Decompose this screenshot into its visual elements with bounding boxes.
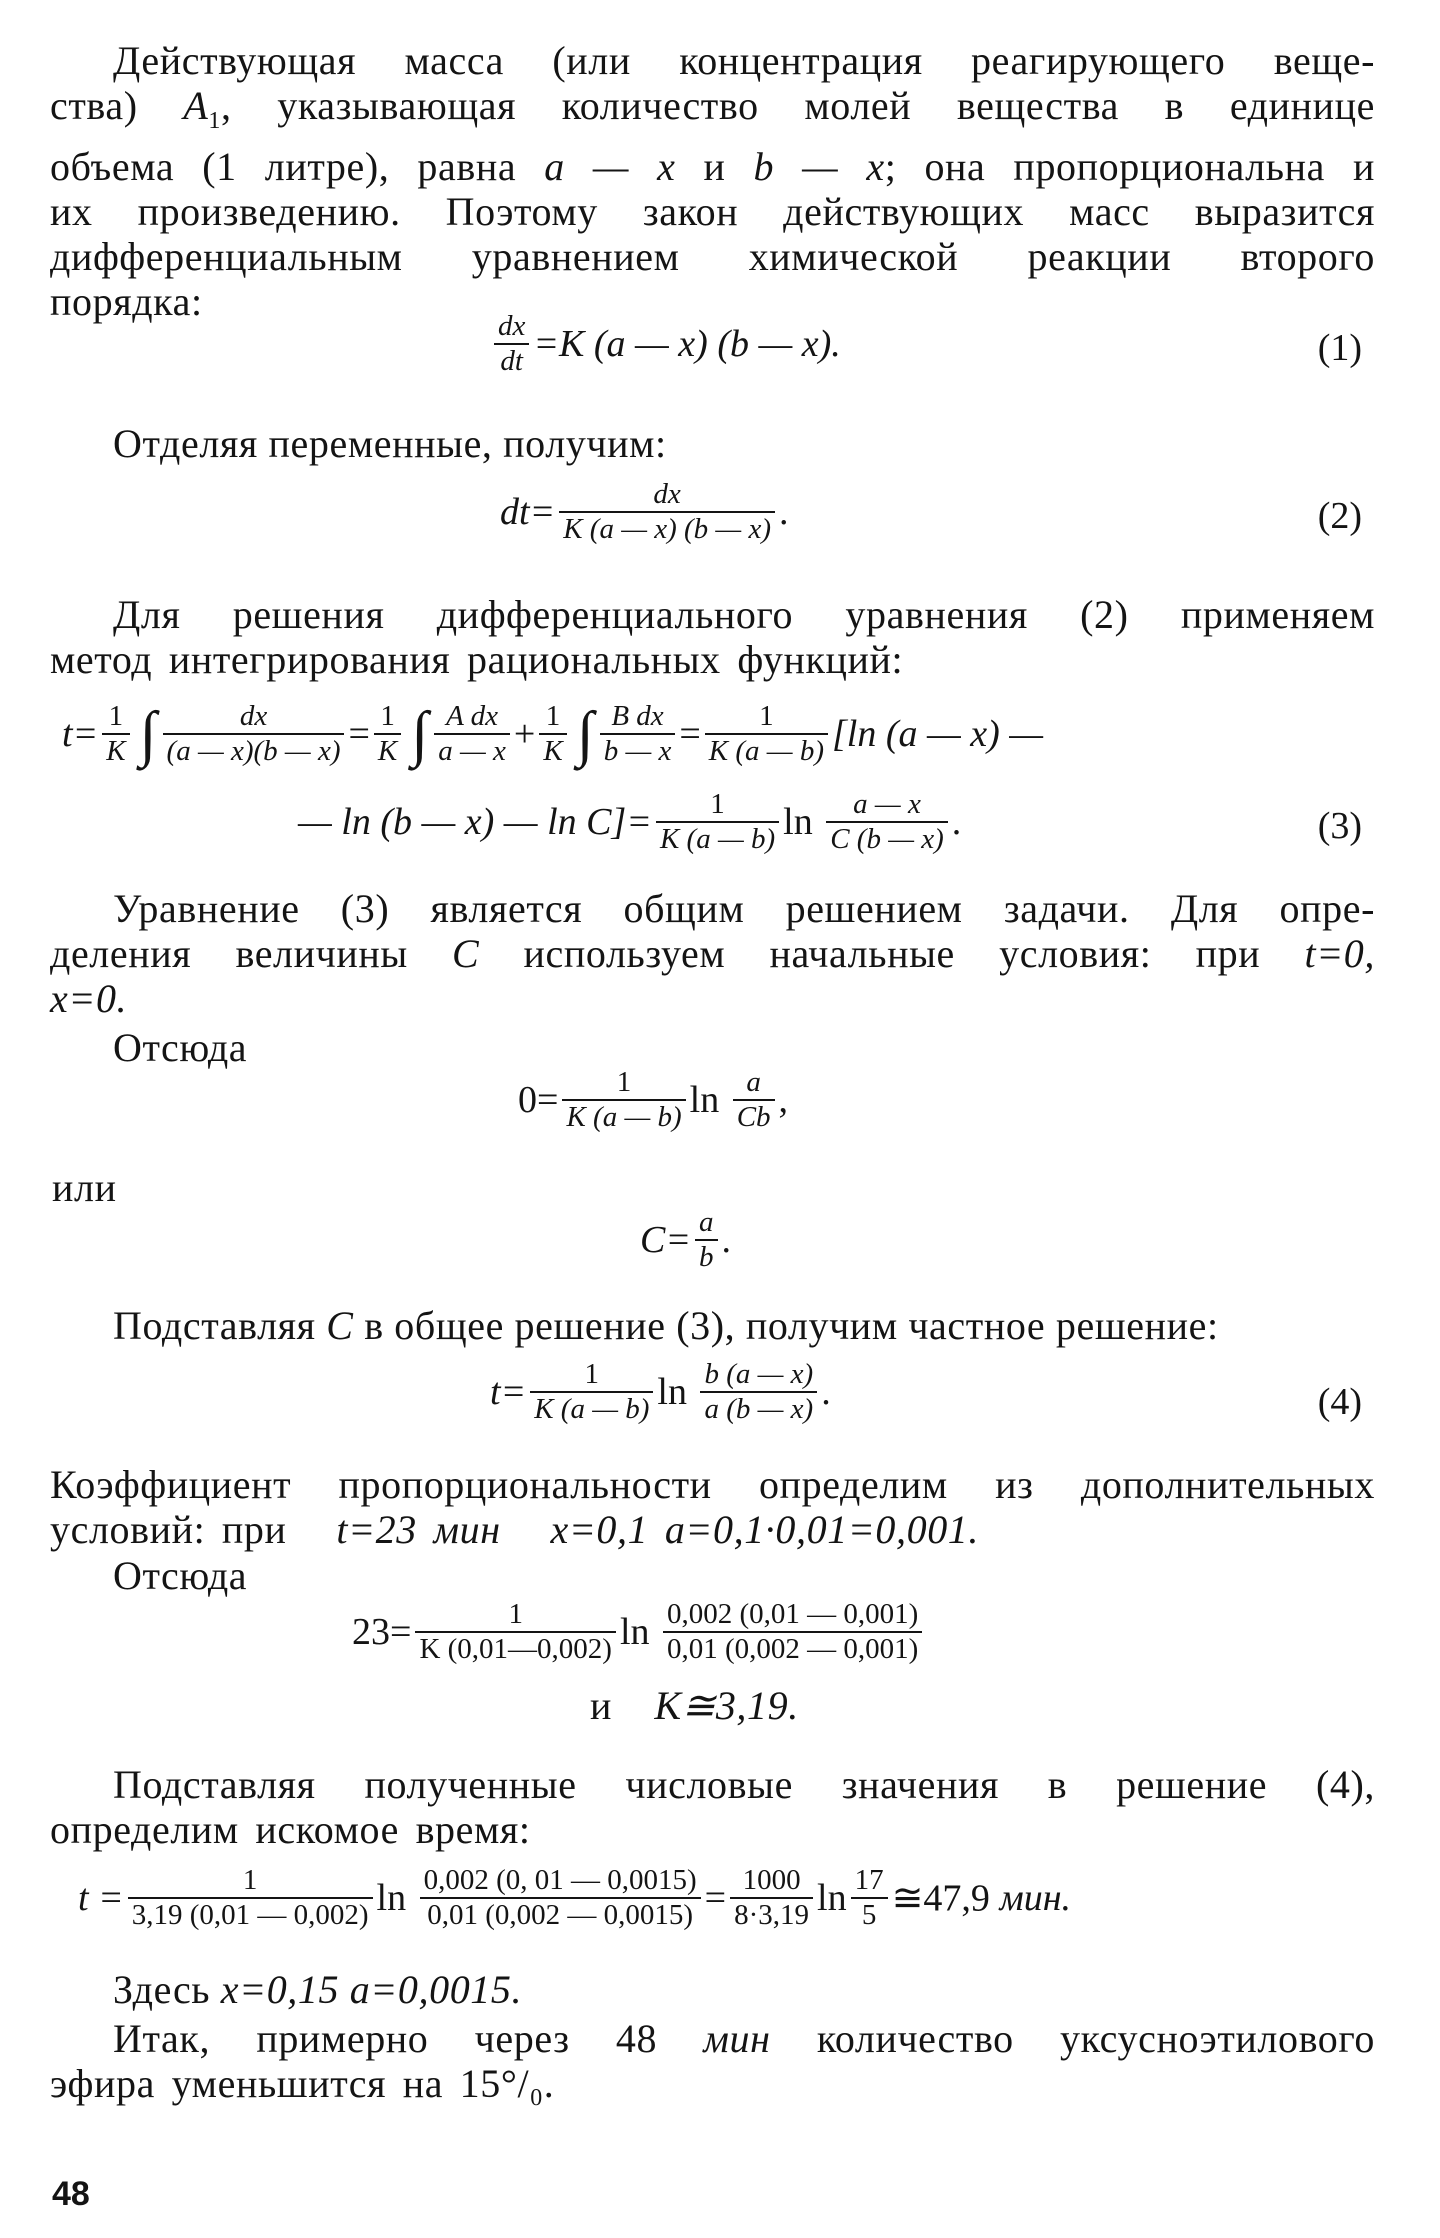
equation-4: t= $\frac{1}{K (a — b)}$ ln $\frac{b (a — x)}{a (b — x)}$ .	[490, 1358, 831, 1425]
text-line: Подставляя полученные числовые значения в решение (4),	[113, 1762, 1375, 1807]
text-line: условий: при t=23 мин x=0,1 a=0,1·0,01=0,001.	[50, 1507, 979, 1552]
text-substituting-c: Подставляя C в общее решение (3), получим частное решение:	[113, 1303, 1219, 1348]
text-here-values: Здесь x=0,15 a=0,0015.	[113, 1967, 523, 2012]
fraction: $\frac{dx}{(a — x)(b — x)}$	[163, 700, 345, 768]
equation-number-2: (2)	[1317, 495, 1362, 537]
text-line: Для решения дифференциального уравнения (2) применяем	[113, 592, 1375, 637]
fraction: $\frac{1}{K (a — b)}$	[562, 1066, 685, 1134]
text-line: ства) $A_1$, указывающая количество молей вещества в единице	[50, 83, 1375, 134]
equation-number-1: (1)	[1317, 327, 1362, 369]
fraction: $\frac{1}{3,19 (0,01 — 0,002)}$	[128, 1864, 373, 1932]
equation-1: $\frac{dx}{dt}$ =K (a — x) (b — x).	[490, 310, 841, 378]
fraction: $\frac{1}{K (0,01—0,002)}$	[415, 1598, 616, 1666]
equation-number-4: (4)	[1317, 1381, 1362, 1423]
text-line: определим искомое время:	[50, 1807, 531, 1852]
equation-k-numeric: 23= $\frac{1}{K (0,01—0,002)}$ ln $\frac{0,002 (0,01 — 0,001)}{0,01 (0,002 — 0,001)}$	[352, 1598, 926, 1666]
equation-c-value: C= $\frac{a}{b}$ .	[640, 1206, 731, 1273]
fraction: $\frac{b (a — x)}{a (b — x)}$	[700, 1358, 817, 1426]
fraction: $\frac{1}{K (a — b)}$	[705, 700, 828, 768]
paragraph-conclusion	[50, 2016, 1375, 2106]
text-line: Уравнение (3) является общим решением задачи. Для опре-	[113, 886, 1375, 931]
integral-sign: ∫	[139, 700, 157, 768]
fraction: $\frac{dx}{dt}$	[494, 310, 529, 378]
text-line: объема (1 литре), равна a — x и b — x; она пропорциональна и	[50, 144, 1375, 189]
fraction: $\frac{\text{B dx}}{b — x}$	[600, 700, 676, 768]
fraction: $\frac{0,002 (0,01 — 0,001)}{0,01 (0,002 — 0,001)}$	[663, 1598, 922, 1666]
paragraph-coefficient	[50, 1462, 1375, 1552]
fraction: $\frac{a — x}{C (b — x)}$	[826, 788, 948, 856]
equation-number-3: (3)	[1317, 805, 1362, 847]
integral-sign: ∫	[576, 700, 594, 768]
text-line: Действующая масса (или концентрация реагирующего веще-	[113, 38, 1375, 83]
paragraph-substitute-values	[50, 1762, 1375, 1852]
text-or: или	[52, 1165, 117, 1210]
paragraph-general-solution	[50, 886, 1375, 1021]
equation-time-result: t = $\frac{1}{3,19 (0,01 — 0,002)}$ ln $\frac{0,002 (0, 01 — 0,0015)}{0,01 (0,002 — 0,0015)}$ = $\frac{1000}{8\cdot 3,19}$ ln $\frac{17}{5}$ ≅47,9 мин.	[78, 1864, 1072, 1931]
text-separate-variables: Отделяя переменные, получим:	[113, 421, 667, 466]
text-line: порядка:	[50, 279, 203, 324]
integral-sign: ∫	[411, 700, 429, 768]
page-number: 48	[52, 2175, 90, 2213]
text-line: дифференциальным уравнением химической реакции второго	[50, 234, 1375, 279]
text-hence: Отсюда	[113, 1553, 248, 1598]
equation-2: dt= $\frac{dx}{K (a — x) (b — x)}$ .	[500, 478, 789, 545]
text-line: x=0.	[50, 976, 128, 1021]
text-line: Итак, примерно через 48 мин количество уксусноэтилового	[113, 2016, 1375, 2061]
text-line: эфира уменьшится на 15°/₀.	[50, 2061, 555, 2106]
fraction: $\frac{17}{5}$	[851, 1864, 888, 1932]
fraction: $\frac{dx}{K (a — x) (b — x)}$	[559, 478, 775, 546]
text-line: Коэффициент пропорциональности определим из дополнительных	[50, 1462, 1375, 1507]
text-line: их произведению. Поэтому закон действующих масс выразится	[50, 189, 1375, 234]
equation-3-line-1: t= $\frac{1}{K}$ ∫ $\frac{dx}{(a — x)(b — x)}$ = $\frac{1}{K}$ ∫ $\frac{\text{A dx}}{a — x}$ + $\frac{1}{K}$ ∫ $\frac{\text{B dx}}{b — x}$ = $\frac{1}{K (a — b)}$ [ln (a — x) —	[62, 700, 1044, 768]
fraction: $\frac{a}{b}$	[695, 1206, 718, 1274]
fraction: $\frac{1}{K}$	[374, 700, 401, 768]
fraction: $\frac{1}{K}$	[102, 700, 129, 768]
paragraph-mass-action	[50, 38, 1375, 324]
equation-c-initial: 0= $\frac{1}{K (a — b)}$ ln $\frac{a}{Cb}$ ,	[518, 1066, 789, 1133]
text-line: деления величины C используем начальные условия: при t=0,	[50, 931, 1375, 976]
equation-k-result: и K≅3,19.	[590, 1683, 799, 1728]
fraction: $\frac{1}{K (a — b)}$	[530, 1358, 653, 1426]
fraction: $\frac{\text{A dx}}{a — x}$	[434, 700, 510, 768]
paragraph-integration-method	[50, 592, 1375, 682]
fraction: $\frac{a}{Cb}$	[733, 1066, 775, 1134]
text-hence: Отсюда	[113, 1025, 248, 1070]
fraction: $\frac{1000}{8\cdot 3,19}$	[730, 1864, 813, 1932]
fraction: $\frac{1}{K (a — b)}$	[656, 788, 779, 856]
fraction: $\frac{0,002 (0, 01 — 0,0015)}{0,01 (0,002 — 0,0015)}$	[420, 1864, 701, 1932]
fraction: $\frac{1}{K}$	[539, 700, 566, 768]
text-line: метод интегрирования рациональных функций:	[50, 637, 904, 682]
equation-3-line-2: — ln (b — x) — ln C]= $\frac{1}{K (a — b)}$ ln $\frac{a — x}{C (b — x)}$ .	[298, 788, 962, 855]
